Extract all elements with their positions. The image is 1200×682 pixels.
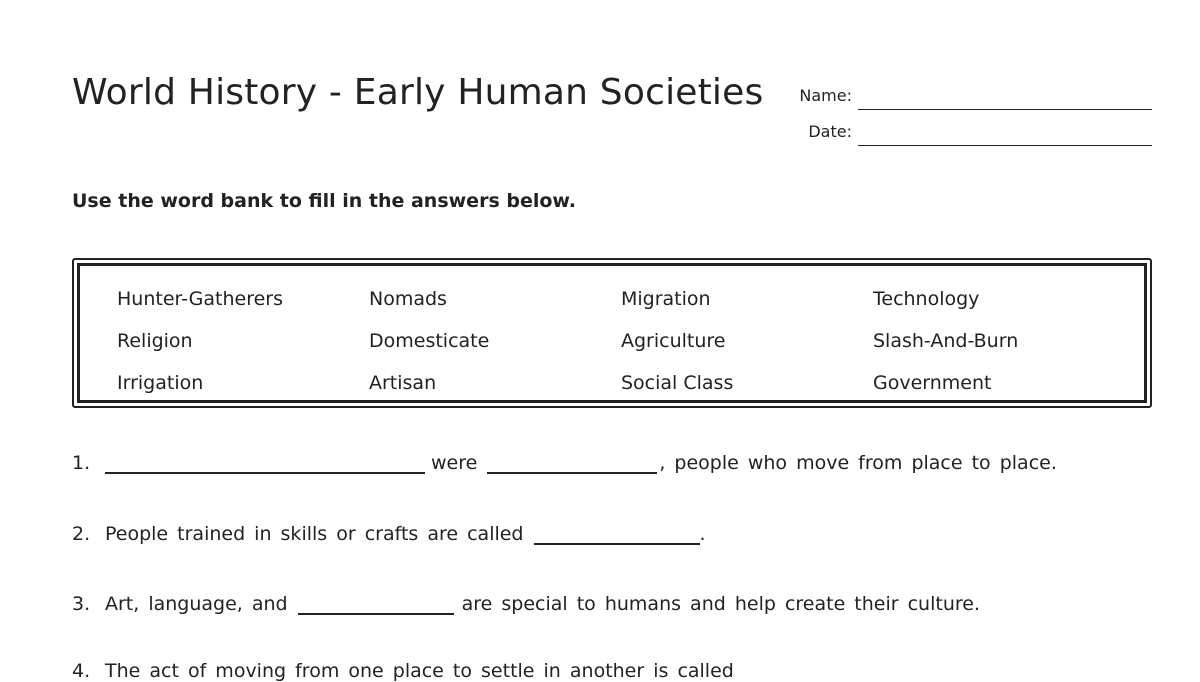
instructions: Use the word bank to fill in the answers below. — [72, 190, 576, 212]
name-label: Name: — [799, 86, 852, 105]
question-1 — [72, 450, 1057, 474]
word-bank-item: Religion — [117, 330, 193, 352]
word-bank-item: Irrigation — [117, 372, 204, 394]
question-number: 2. — [72, 523, 91, 545]
question-number: 4. — [72, 660, 91, 682]
question-4 — [72, 660, 734, 682]
question-number: 1. — [72, 452, 91, 474]
word-bank-item: Nomads — [369, 288, 447, 310]
question-text: The act of moving from one place to settle in another is called — [105, 660, 734, 682]
question-3 — [72, 591, 980, 615]
name-date-block — [790, 74, 1152, 146]
date-label: Date: — [808, 122, 852, 141]
word-bank-item: Slash-And-Burn — [873, 330, 1019, 352]
word-bank-item: Technology — [873, 288, 980, 310]
word-bank-item: Artisan — [369, 372, 437, 394]
word-bank-item: Migration — [621, 288, 711, 310]
word-bank-grid — [77, 263, 1147, 403]
question-text: , people who move from place to place. — [659, 452, 1057, 474]
question-text: are special to humans and help create their culture. — [461, 593, 980, 615]
answer-blank[interactable] — [534, 521, 700, 545]
word-bank-item: Domesticate — [369, 330, 490, 352]
question-number: 3. — [72, 593, 91, 615]
word-bank — [72, 258, 1152, 408]
answer-blank[interactable] — [487, 450, 657, 474]
question-2 — [72, 521, 706, 545]
question-text: People trained in skills or crafts are called — [105, 523, 524, 545]
name-row — [790, 74, 1152, 110]
answer-blank[interactable] — [298, 591, 454, 615]
worksheet-title: World History - Early Human Societies — [72, 72, 764, 113]
question-text: were — [431, 452, 478, 474]
question-text: Art, language, and — [105, 593, 288, 615]
date-field[interactable] — [858, 117, 1152, 146]
word-bank-item: Hunter-Gatherers — [117, 288, 283, 310]
answer-blank[interactable] — [105, 450, 425, 474]
word-bank-item: Government — [873, 372, 992, 394]
date-row — [790, 110, 1152, 146]
question-text: . — [699, 523, 706, 545]
word-bank-item: Social Class — [621, 372, 734, 394]
word-bank-item: Agriculture — [621, 330, 726, 352]
name-field[interactable] — [858, 81, 1152, 110]
